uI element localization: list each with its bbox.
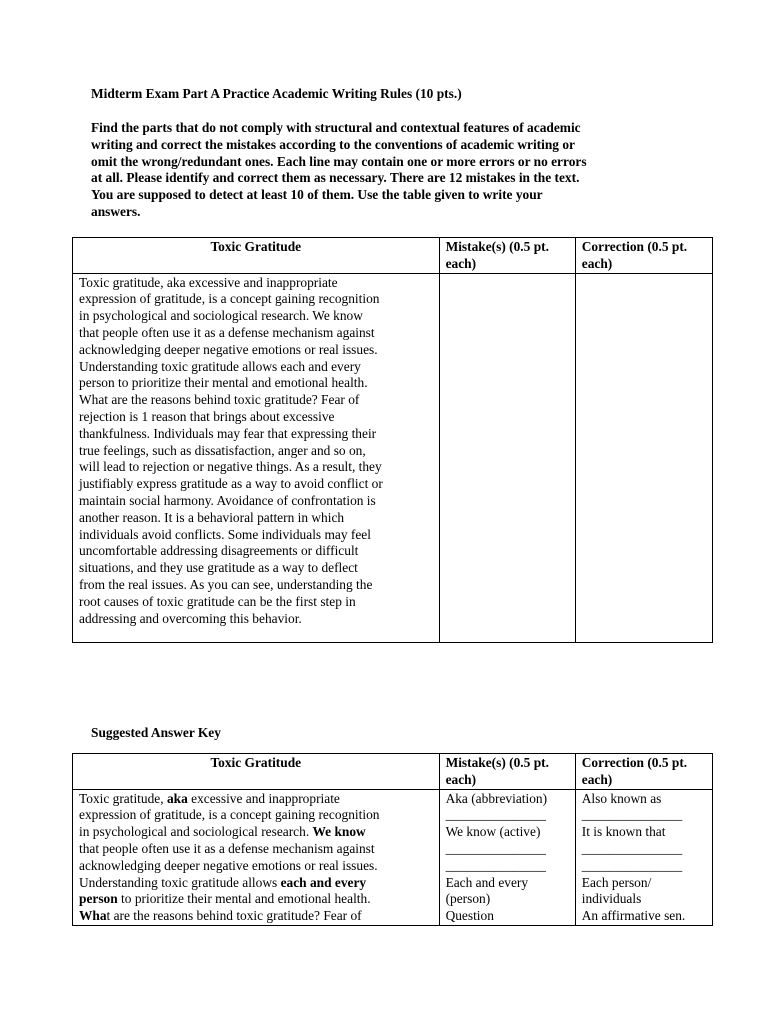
answer-blank: _______________	[581, 807, 683, 823]
mistake-entry: Aka (abbreviation)	[445, 790, 548, 806]
passage-line: expression of gratitude, is a concept gaining recognition	[79, 291, 380, 307]
answer-blank: _______________	[445, 807, 546, 823]
exam-title: Midterm Exam Part A Practice Academic Writing Rules (10 pts.)	[91, 86, 462, 101]
exercise-body-row	[73, 273, 713, 642]
answer-blank: _______________	[581, 857, 683, 873]
answer-blank: _______________	[445, 857, 546, 873]
correction-entry: It is known that	[581, 824, 666, 840]
instruction-line: writing and correct the mistakes according to the conventions of academic writing or	[91, 136, 575, 152]
header-correction: Correction (0.5 pt. each)	[575, 238, 712, 274]
exercise-header-row	[73, 238, 713, 274]
highlighted-error: aka	[166, 790, 188, 806]
instruction-line: answers.	[91, 203, 141, 219]
passage-line: uncomfortable addressing disagreements or difficult	[79, 543, 359, 559]
instruction-line: at all. Please identify and correct them as necessary. There are 12 mistakes in the text.	[91, 170, 580, 186]
header-mistakes: Mistake(s) (0.5 pt. each)	[439, 754, 575, 790]
header-text: Toxic Gratitude	[73, 754, 440, 790]
passage-line: rejection is 1 reason that brings about excessive	[79, 408, 335, 424]
answer-key-table	[72, 753, 713, 926]
passage-line: maintain social harmony. Avoidance of confrontation is	[79, 492, 376, 508]
passage-line: situations, and they use gratitude as a way to deflect	[79, 560, 358, 576]
passage-line: What are the reasons behind toxic gratitude? Fear of	[79, 392, 360, 408]
answer-key-mistakes-cell	[439, 789, 575, 925]
correction-answer-cell[interactable]	[575, 273, 712, 642]
highlighted-error: each and every	[280, 874, 367, 890]
passage-line: root causes of toxic gratitude can be the first step in	[79, 593, 356, 609]
passage-line: in psychological and sociological research. We know	[79, 308, 363, 324]
mistake-entry: We know (active)	[445, 824, 541, 840]
correction-entry: Each person/	[581, 874, 652, 890]
passage-line: will lead to rejection or negative things. As a result, they	[79, 459, 382, 475]
passage-line: Understanding toxic gratitude allows each and every	[79, 358, 361, 374]
passage-line: addressing and overcoming this behavior.	[79, 610, 302, 626]
correction-entry: individuals	[581, 891, 642, 907]
answer-key-title: Suggested Answer Key	[91, 725, 221, 740]
answer-key-passage-cell: Toxic gratitude, aka excessive and inappropriate expression of gratitude, is a concept gaining recognition in psychological and sociological research. We know that people often use it as a defense mechanism against acknowledging deeper negative emotions or real issues. Understanding toxic gratitude allows each and every person to prioritize their mental and emotional health. What are the reasons behind toxic gratitude? Fear of	[73, 789, 440, 925]
passage-cell	[73, 273, 440, 642]
instructions	[91, 120, 691, 221]
passage-line: acknowledging deeper negative emotions or real issues.	[79, 341, 378, 357]
instruction-line: You are supposed to detect at least 10 of them. Use the table given to write your	[91, 187, 543, 203]
passage-line: thankfulness. Individuals may fear that expressing their	[79, 425, 377, 441]
passage-line: true feelings, such as dissatisfaction, anger and so on,	[79, 442, 366, 458]
highlighted-error: We know	[312, 824, 366, 840]
passage-line: from the real issues. As you can see, understanding the	[79, 576, 373, 592]
instruction-line: omit the wrong/redundant ones. Each line may contain one or more errors or no errors	[91, 153, 587, 169]
answer-blank: _______________	[581, 840, 683, 856]
highlighted-error: Wha	[79, 908, 107, 924]
answer-key-header-row	[73, 754, 713, 790]
correction-entry: An affirmative sen.	[581, 908, 686, 924]
header-correction: Correction (0.5 pt. each)	[575, 754, 712, 790]
mistake-entry: Each and every	[445, 874, 529, 890]
answer-key-body-row	[73, 789, 713, 925]
correction-entry: Also known as	[581, 790, 662, 806]
highlighted-error: person	[79, 891, 118, 907]
answer-key-corrections-cell	[575, 789, 712, 925]
passage-line: another reason. It is a behavioral pattern in which	[79, 509, 345, 525]
exercise-table	[72, 237, 713, 643]
passage-line: person to prioritize their mental and emotional health.	[79, 375, 368, 391]
passage-line: Toxic gratitude, aka excessive and inappropriate	[79, 274, 338, 290]
mistake-entry: Question	[445, 908, 494, 924]
passage-line: individuals avoid conflicts. Some individuals may feel	[79, 526, 371, 542]
mistake-entry: (person)	[445, 891, 491, 907]
passage-line: justifiably express gratitude as a way to avoid conflict or	[79, 476, 383, 492]
answer-blank: _______________	[445, 840, 546, 856]
mistakes-answer-cell[interactable]	[439, 273, 575, 642]
header-text: Toxic Gratitude	[73, 238, 440, 274]
instruction-line: Find the parts that do not comply with structural and contextual features of academic	[91, 120, 581, 135]
passage-line: that people often use it as a defense mechanism against	[79, 324, 375, 340]
header-mistakes: Mistake(s) (0.5 pt. each)	[439, 238, 575, 274]
